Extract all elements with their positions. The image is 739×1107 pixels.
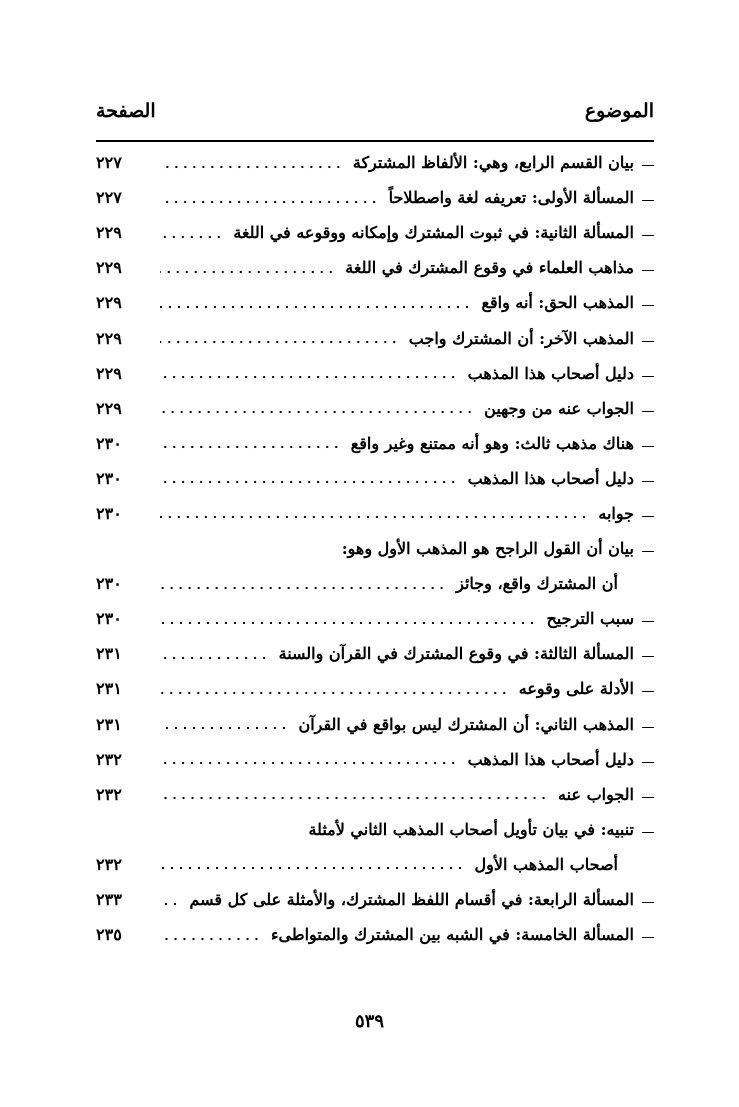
toc-entry-page: ٢٣١	[96, 714, 122, 734]
page-column-heading: الصفحة	[96, 100, 156, 122]
toc-entry-page: ٢٢٩	[96, 363, 122, 383]
dot-leader	[160, 337, 399, 347]
dot-leader	[160, 688, 509, 698]
toc-entry-page: ٢٣١	[96, 679, 122, 699]
dot-leader	[160, 828, 298, 838]
toc-entry-title: دليل أصحاب هذا المذهب	[467, 749, 634, 769]
dot-leader	[160, 477, 458, 487]
toc-entry-page: ٢٢٩	[96, 258, 122, 278]
dash-bullet	[642, 376, 654, 377]
toc-entry	[96, 812, 654, 847]
toc-entry-title: المسألة الأولى: تعريفه لغة واصطلاحاً	[388, 188, 634, 208]
dash-bullet	[642, 446, 654, 447]
toc-entry	[96, 566, 654, 601]
toc-entry	[96, 531, 654, 566]
dot-leader	[160, 758, 458, 768]
toc-entry-page: ٢٢٩	[96, 223, 122, 243]
toc-entry-page: ٢٣٥	[96, 925, 122, 945]
dash-bullet	[642, 305, 654, 306]
toc-entry-page: ٢٣٠	[96, 574, 122, 594]
dot-leader	[160, 583, 446, 593]
dot-leader	[160, 162, 343, 172]
toc-entry-page: ٢٢٩	[96, 398, 122, 418]
toc-entry	[96, 742, 654, 777]
dash-bullet	[642, 656, 654, 657]
toc-entry-page: ٢٢٩	[96, 293, 122, 313]
toc-entry	[96, 636, 654, 671]
dash-bullet	[642, 341, 654, 342]
toc-entry-page: ٢٣٠	[96, 468, 122, 488]
dot-leader	[160, 232, 223, 242]
toc-entry-page: ٢٢٧	[96, 188, 122, 208]
dot-leader	[160, 934, 261, 944]
dot-leader	[160, 723, 288, 733]
dot-leader	[160, 653, 269, 663]
toc-entry	[96, 145, 654, 180]
dash-bullet	[642, 762, 654, 763]
toc-entry-title: تنبيه: في بيان تأويل أصحاب المذهب الثاني لأمثلة	[308, 819, 634, 839]
toc-entry-title: المذهب الآخر: أن المشترك واجب	[408, 328, 634, 348]
toc-entry-title: الجواب عنه	[558, 784, 634, 804]
toc-entry	[96, 917, 654, 952]
dot-leader	[160, 197, 379, 207]
toc-entry	[96, 496, 654, 531]
dash-bullet	[642, 832, 654, 833]
toc-entry-title: المذهب الحق: أنه واقع	[481, 293, 634, 313]
toc-entry-page: ٢٣٢	[96, 749, 122, 769]
toc-entry-title: المسألة الخامسة: في الشبه بين المشترك والمتواطىء	[270, 925, 634, 945]
dot-leader	[160, 512, 588, 522]
dot-leader	[160, 442, 341, 452]
toc-entry-page: ٢٣٠	[96, 433, 122, 453]
dash-bullet	[642, 411, 654, 412]
dash-bullet	[642, 902, 654, 903]
dash-bullet	[642, 797, 654, 798]
toc-entry	[96, 356, 654, 391]
dot-leader	[160, 863, 465, 873]
toc-entry-page: ٢٣٣	[96, 890, 122, 910]
toc-entry-title: بيان أن القول الراجح هو المذهب الأول وهو:	[341, 539, 634, 559]
dash-bullet	[642, 165, 654, 166]
toc-entry	[96, 285, 654, 320]
toc-entry	[96, 250, 654, 285]
toc-entry-title: أصحاب المذهب الأول	[474, 854, 618, 874]
topic-column-heading: الموضوع	[584, 100, 654, 122]
toc-entry-title: سبب الترجيح	[546, 609, 634, 629]
toc-entry-title: دليل أصحاب هذا المذهب	[467, 468, 634, 488]
toc-entry-title: المذهب الثاني: أن المشترك ليس بواقع في القرآن	[298, 714, 634, 734]
toc-entry	[96, 426, 654, 461]
toc-entry-page: ٢٢٧	[96, 153, 122, 173]
table-header	[96, 100, 654, 132]
dot-leader	[160, 899, 180, 909]
dash-bullet	[642, 621, 654, 622]
toc-entry-title: جوابه	[598, 503, 634, 523]
dot-leader	[160, 372, 458, 382]
toc-entry-page: ٢٣١	[96, 644, 122, 664]
toc-entry	[96, 215, 654, 250]
toc-entry-page: ٢٣٢	[96, 854, 122, 874]
dash-bullet	[642, 481, 654, 482]
dot-leader	[160, 548, 332, 558]
dash-bullet	[642, 937, 654, 938]
toc-entry	[96, 671, 654, 706]
toc-entry	[96, 707, 654, 742]
dot-leader	[160, 407, 474, 417]
toc-entry-title: دليل أصحاب هذا المذهب	[467, 363, 634, 383]
toc-entry	[96, 601, 654, 636]
toc-entry-title: أن المشترك واقع، وجائز	[456, 574, 618, 594]
page-number: ٥٣٩	[354, 1011, 384, 1032]
toc-entry-page: ٢٢٩	[96, 328, 122, 348]
dash-bullet	[642, 727, 654, 728]
toc-entry-page: ٢٣٠	[96, 609, 122, 629]
dash-bullet	[642, 516, 654, 517]
toc-entry-title: بيان القسم الرابع، وهي: الألفاظ المشتركة	[352, 153, 634, 173]
toc-entry	[96, 847, 654, 882]
dot-leader	[160, 267, 335, 277]
dot-leader	[160, 618, 536, 628]
dash-bullet	[642, 551, 654, 552]
dash-bullet	[642, 235, 654, 236]
dot-leader	[160, 302, 471, 312]
toc-entry	[96, 180, 654, 215]
toc-entry-title: الجواب عنه من وجهين	[484, 398, 634, 418]
toc-entry	[96, 391, 654, 426]
dot-leader	[160, 793, 548, 803]
dash-bullet	[642, 691, 654, 692]
toc-entry	[96, 882, 654, 917]
dash-bullet	[642, 200, 654, 201]
toc-entry-page: ٢٣٢	[96, 784, 122, 804]
dash-bullet	[642, 270, 654, 271]
toc-list	[96, 145, 654, 952]
toc-entry-title: المسألة الرابعة: في أقسام اللفظ المشترك، والأمثلة على كل قسم	[189, 890, 634, 910]
toc-entry-title: المسألة الثالثة: في وقوع المشترك في القرآن والسنة	[278, 644, 634, 664]
header-divider	[96, 140, 654, 142]
toc-entry	[96, 777, 654, 812]
toc-entry-title: الأدلة على وقوعه	[518, 679, 634, 699]
toc-entry-title: المسألة الثانية: في ثبوت المشترك وإمكانه ووقوعه في اللغة	[233, 223, 634, 243]
toc-entry-title: مذاهب العلماء في وقوع المشترك في اللغة	[345, 258, 634, 278]
toc-entry	[96, 461, 654, 496]
toc-entry-page: ٢٣٠	[96, 503, 122, 523]
toc-entry	[96, 320, 654, 355]
toc-entry-title: هناك مذهب ثالث: وهو أنه ممتنع وغير واقع	[350, 433, 634, 453]
